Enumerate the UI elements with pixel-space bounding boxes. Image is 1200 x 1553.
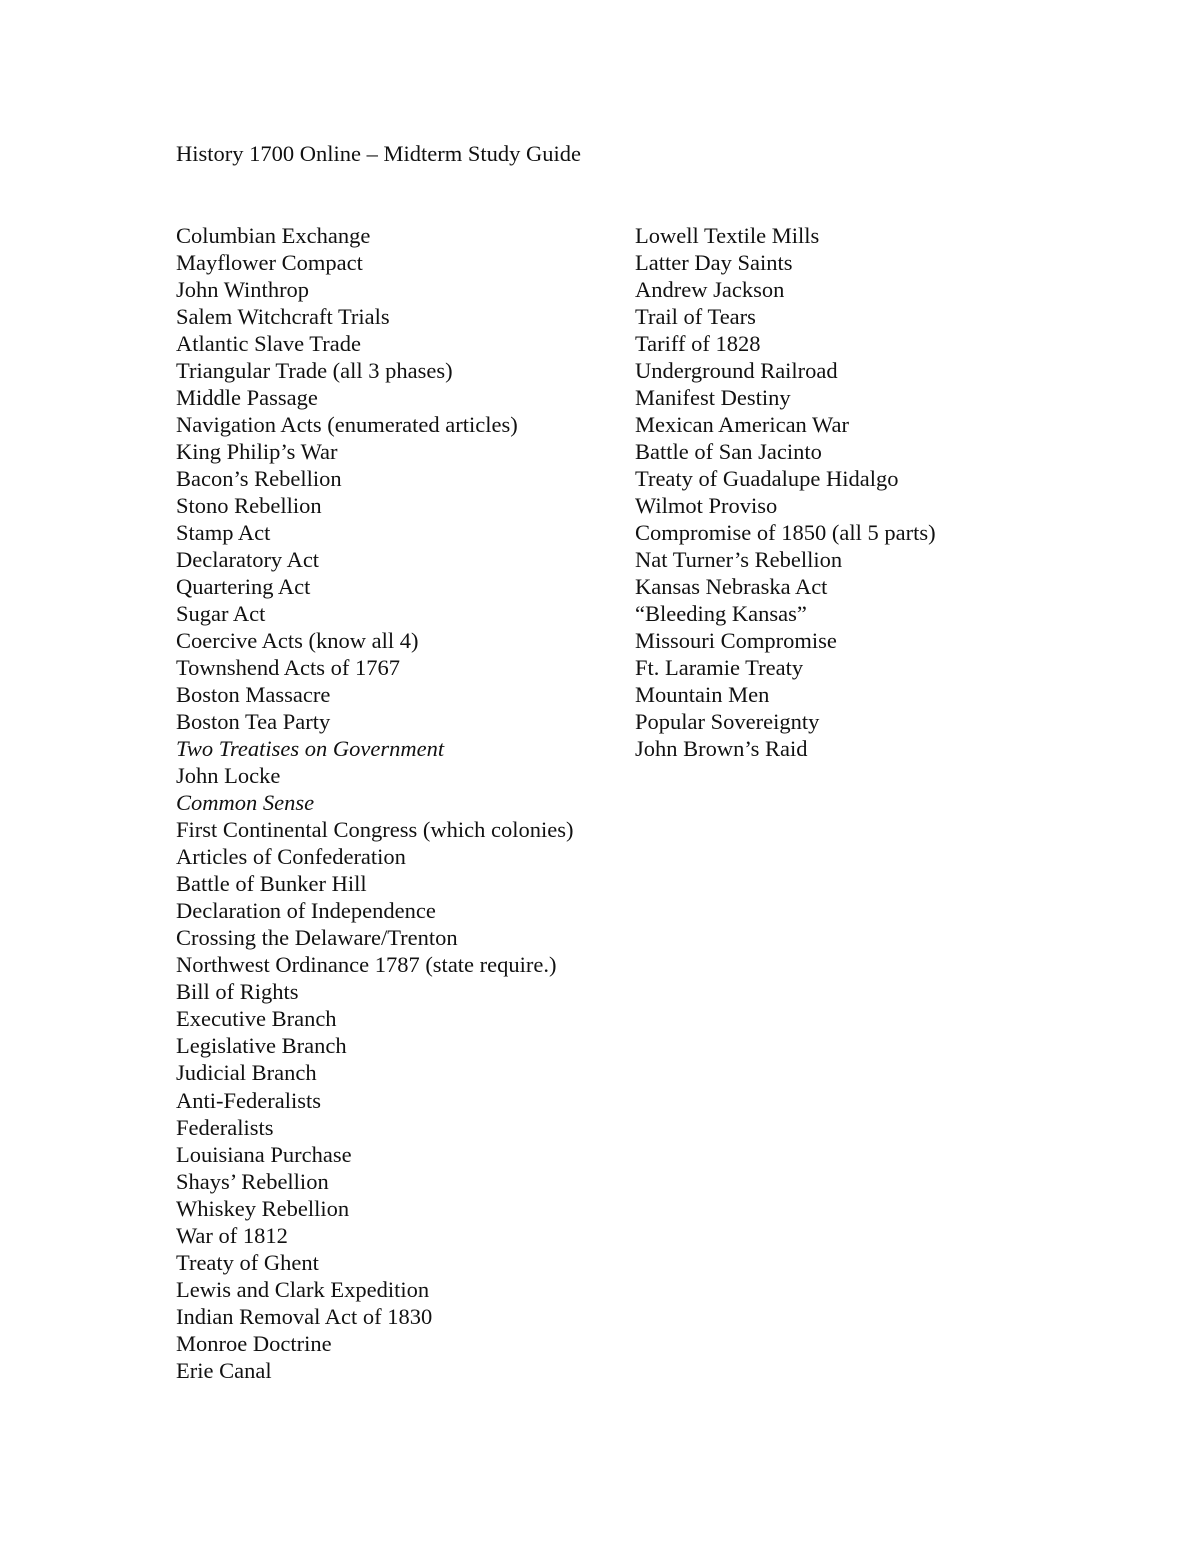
study-term: Kansas Nebraska Act: [635, 574, 828, 600]
study-term: Missouri Compromise: [635, 628, 837, 654]
study-term: Judicial Branch: [176, 1060, 317, 1086]
study-term: Townshend Acts of 1767: [176, 655, 401, 681]
study-term: Whiskey Rebellion: [176, 1195, 350, 1221]
study-term: Manifest Destiny: [635, 385, 791, 411]
study-term: Atlantic Slave Trade: [176, 331, 361, 357]
study-term: Battle of San Jacinto: [635, 439, 822, 465]
study-term: Shays’ Rebellion: [176, 1168, 329, 1194]
study-term: Mountain Men: [635, 682, 770, 708]
study-term: Middle Passage: [176, 385, 318, 411]
study-term: Sugar Act: [176, 601, 266, 627]
study-term: Louisiana Purchase: [176, 1141, 352, 1167]
study-term: Mexican American War: [635, 412, 849, 438]
study-term: Two Treatises on Government: [176, 736, 445, 762]
study-term: Federalists: [176, 1114, 274, 1140]
study-term: Mayflower Compact: [176, 250, 363, 276]
study-term: Northwest Ordinance 1787 (state require.): [176, 952, 557, 978]
study-term: Executive Branch: [176, 1006, 337, 1032]
study-term: Coercive Acts (know all 4): [176, 628, 419, 654]
study-term: Navigation Acts (enumerated articles): [176, 412, 518, 438]
study-term: Ft. Laramie Treaty: [635, 655, 804, 681]
study-term: Underground Railroad: [635, 358, 838, 384]
study-term: John Brown’s Raid: [635, 736, 808, 762]
study-term: Andrew Jackson: [635, 277, 785, 303]
study-term: John Winthrop: [176, 277, 310, 303]
study-term: Monroe Doctrine: [176, 1330, 332, 1356]
study-term: Battle of Bunker Hill: [176, 871, 367, 897]
study-term: Popular Sovereignty: [635, 709, 820, 735]
study-term: Columbian Exchange: [176, 223, 371, 248]
study-term: Declaratory Act: [176, 547, 320, 573]
study-term: Lewis and Clark Expedition: [176, 1276, 430, 1302]
study-term: Nat Turner’s Rebellion: [635, 547, 843, 573]
study-term: Boston Massacre: [176, 682, 331, 708]
study-term: Trail of Tears: [635, 304, 756, 330]
study-term: Declaration of Independence: [176, 898, 436, 924]
study-term: Boston Tea Party: [176, 709, 331, 735]
study-term: Salem Witchcraft Trials: [176, 304, 390, 330]
study-term: “Bleeding Kansas”: [635, 601, 807, 627]
study-term: Stamp Act: [176, 520, 271, 546]
study-term: First Continental Congress (which colonies): [176, 817, 574, 843]
study-term: Common Sense: [176, 790, 315, 816]
study-term: Anti-Federalists: [176, 1087, 321, 1113]
study-term: Indian Removal Act of 1830: [176, 1303, 433, 1329]
page-title: History 1700 Online – Midterm Study Guide: [176, 141, 581, 166]
study-term: Erie Canal: [176, 1357, 272, 1383]
study-term: Treaty of Guadalupe Hidalgo: [635, 466, 899, 492]
study-term: Wilmot Proviso: [635, 493, 778, 519]
study-term: Triangular Trade (all 3 phases): [176, 358, 453, 384]
study-term: Tariff of 1828: [635, 331, 761, 357]
study-term: Stono Rebellion: [176, 493, 322, 519]
study-term: Bacon’s Rebellion: [176, 466, 342, 492]
study-term: Bill of Rights: [176, 979, 299, 1005]
study-term: Articles of Confederation: [176, 844, 406, 870]
study-term: Treaty of Ghent: [176, 1249, 319, 1275]
study-term: War of 1812: [176, 1222, 288, 1248]
study-term: King Philip’s War: [176, 439, 338, 465]
study-term: Crossing the Delaware/Trenton: [176, 925, 458, 951]
study-term: Legislative Branch: [176, 1033, 347, 1059]
study-term: John Locke: [176, 763, 281, 789]
study-term: Quartering Act: [176, 574, 311, 600]
right-term-column: [635, 222, 936, 762]
study-term: Lowell Textile Mills: [635, 223, 820, 248]
left-term-column: [176, 222, 573, 1384]
study-term: Compromise of 1850 (all 5 parts): [635, 520, 936, 546]
study-term: Latter Day Saints: [635, 250, 793, 276]
